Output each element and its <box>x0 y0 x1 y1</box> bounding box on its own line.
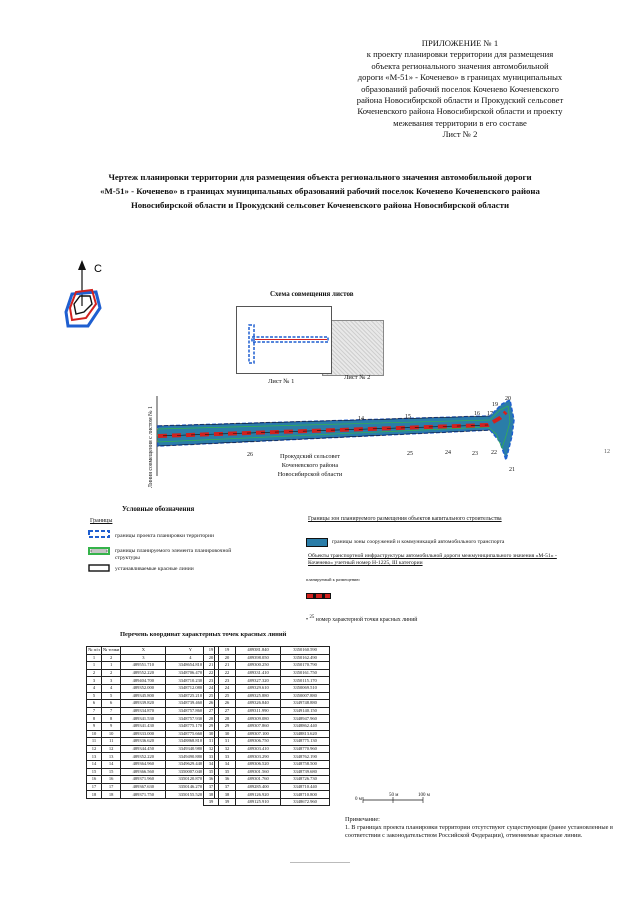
table-cell: 29 <box>204 722 219 730</box>
table-cell: 15 <box>87 768 102 776</box>
table-row <box>87 776 215 784</box>
table-row <box>204 700 330 708</box>
table-cell: 19 <box>219 647 236 655</box>
table-cell: 489333.000 <box>121 730 166 738</box>
table-cell: 10 <box>102 730 121 738</box>
table-cell: 3348706.470 <box>166 669 215 677</box>
point-label: 19 <box>492 402 498 408</box>
sheet-1-frame <box>236 306 332 374</box>
appendix-line: межевания территории в его составе <box>393 117 527 128</box>
legend-item: границы планируемого элемента планировочной структуры <box>115 548 232 561</box>
header-number: 4 <box>166 654 215 662</box>
table-row <box>87 791 215 799</box>
table-row <box>204 669 330 677</box>
table-row <box>204 791 330 799</box>
table-cell: 14 <box>102 760 121 768</box>
table-cell: 23 <box>204 677 219 685</box>
table-cell: 30 <box>219 730 236 738</box>
table-cell: 489398.050 <box>236 654 281 662</box>
table-cell: 3348726.730 <box>281 776 330 784</box>
table-cell: 3348947.960 <box>281 715 330 723</box>
point-label: 22 <box>491 450 497 456</box>
table-header-row <box>87 647 215 655</box>
table-cell: 33 <box>219 753 236 761</box>
table-cell: 489309.080 <box>236 715 281 723</box>
table-cell: 35 <box>219 768 236 776</box>
table-cell: 20 <box>219 654 236 662</box>
table-cell: 12 <box>87 745 102 753</box>
table-row <box>204 647 330 655</box>
table-cell: 3350069.510 <box>281 684 330 692</box>
table-cell: 3350162.490 <box>281 654 330 662</box>
table-row <box>204 738 330 746</box>
sheets-scheme-title: Схема совмещения листов <box>270 290 354 298</box>
table-cell: 489551.710 <box>121 662 166 670</box>
header-number: 1 <box>87 654 102 662</box>
appendix-line: дороги «М-51» - Коченево» в границах муниципальных <box>357 72 563 83</box>
table-cell: 3348725.210 <box>166 692 215 700</box>
table-cell: 19 <box>204 647 219 655</box>
table-row <box>87 753 215 761</box>
table-cell: 15 <box>102 768 121 776</box>
table-cell: 489300.250 <box>236 662 281 670</box>
point-label: 26 <box>247 452 253 458</box>
table-row <box>204 730 330 738</box>
table-cell: 489306.750 <box>236 738 281 746</box>
edge-number: 12 <box>604 449 610 455</box>
table-cell: 38 <box>204 791 219 799</box>
table-cell: 3348868.810 <box>166 738 215 746</box>
table-row <box>204 776 330 784</box>
table-cell: 32 <box>219 745 236 753</box>
table-cell: 489301.760 <box>236 776 281 784</box>
table-cell: 489307.100 <box>236 730 281 738</box>
table-cell: 3350170.790 <box>281 662 330 670</box>
coordinates-title: Перечень координат характерных точек красных линий <box>120 631 287 638</box>
appendix-header <box>300 38 620 141</box>
table-cell: 3348672.960 <box>281 798 330 806</box>
table-row <box>87 677 215 685</box>
table-cell: 489303.290 <box>236 753 281 761</box>
table-cell: 7 <box>102 707 121 715</box>
table-cell: 34 <box>204 760 219 768</box>
table-cell: 30 <box>204 730 219 738</box>
table-cell: 3348757.860 <box>166 707 215 715</box>
table-cell: 489311.990 <box>236 707 281 715</box>
table-cell: 17 <box>87 783 102 791</box>
table-cell: 3350007.040 <box>166 768 215 776</box>
settlement-line: Коченевского района <box>281 462 339 469</box>
planned-road-symbol <box>306 592 332 600</box>
legend-item: устанавливаемые красные линии <box>115 566 194 572</box>
point-note-number: 25 <box>309 615 315 620</box>
table-cell: 8 <box>87 715 102 723</box>
table-row <box>204 753 330 761</box>
table-cell: 5 <box>87 692 102 700</box>
table-cell: 29 <box>219 722 236 730</box>
title-line: Новосибирской области и Прокудский сельсовет Коченевского района Новосибирской области <box>130 200 510 210</box>
point-label: 17 <box>487 411 493 417</box>
table-cell: 3348654.810 <box>166 662 215 670</box>
appendix-line: к проекту планировки территории для размещения <box>366 49 554 60</box>
zones-heading: Границы зон планируемого размещения объектов капитального строительства <box>308 516 502 522</box>
table-cell: 9 <box>102 722 121 730</box>
table-cell: 3 <box>102 677 121 685</box>
table-cell: 489404.700 <box>121 677 166 685</box>
scale-label: 0 м <box>355 797 362 802</box>
table-row <box>204 745 330 753</box>
table-cell: 489307.860 <box>236 722 281 730</box>
sheet-1-label: Лист № 1 <box>268 378 295 385</box>
table-cell: 3350160.590 <box>281 647 330 655</box>
table-cell: 31 <box>204 738 219 746</box>
legend-item: границы проекта планировки территории <box>115 533 214 539</box>
table-cell: 18 <box>102 791 121 799</box>
title-line: «М-51» - Коченево» в границах муниципальных образований рабочий поселок Коченево Коченевского района <box>100 186 540 196</box>
table-cell: 489352.000 <box>121 684 166 692</box>
sheet-1-road-icon <box>237 307 331 373</box>
table-cell: 489371.750 <box>121 791 166 799</box>
table-row <box>204 707 330 715</box>
table-row <box>87 768 215 776</box>
table-cell: 39 <box>219 798 236 806</box>
header-cell: Y <box>166 647 215 655</box>
table-row <box>87 707 215 715</box>
table-row <box>87 700 215 708</box>
table-cell: 35 <box>204 768 219 776</box>
table-cell: 489552.220 <box>121 669 166 677</box>
table-cell: 17 <box>102 783 121 791</box>
drawing-title <box>30 170 610 212</box>
table-row <box>87 738 215 746</box>
table-cell: 2 <box>102 669 121 677</box>
table-cell: 489126.920 <box>236 791 281 799</box>
table-cell: 3348762.190 <box>281 753 330 761</box>
table-cell: 3348775.170 <box>166 722 215 730</box>
table-cell: 5 <box>102 692 121 700</box>
red-line-symbol <box>89 565 109 571</box>
legend-title: Условные обозначения <box>122 505 195 513</box>
table-cell: 26 <box>219 700 236 708</box>
zone-symbol <box>306 538 328 547</box>
header-cell: № точки <box>103 647 120 653</box>
table-cell: 22 <box>219 669 236 677</box>
table-cell: 3 <box>87 677 102 685</box>
table-cell: 31 <box>219 738 236 746</box>
table-cell: 13 <box>87 753 102 761</box>
table-cell: 489285.400 <box>236 783 281 791</box>
table-cell: 3348770.960 <box>281 745 330 753</box>
table-cell: 8 <box>102 715 121 723</box>
table-cell: 3349629.440 <box>166 760 215 768</box>
point-label: 16 <box>474 411 480 417</box>
table-cell: 7 <box>87 707 102 715</box>
table-cell: 27 <box>219 707 236 715</box>
table-row <box>204 662 330 670</box>
table-cell: 3348757.930 <box>166 715 215 723</box>
table-cell: 3349490.880 <box>166 753 215 761</box>
table-cell: 489327.320 <box>236 677 281 685</box>
table-row <box>87 783 215 791</box>
point-number-note: • $^{25}$ номер характерной точки красных линий <box>306 615 418 623</box>
table-row <box>87 760 215 768</box>
table-cell: 4 <box>87 684 102 692</box>
table-cell: 489306.520 <box>236 760 281 768</box>
table-row <box>204 684 330 692</box>
table-cell: 489352.220 <box>121 753 166 761</box>
table-cell: 489344.450 <box>121 745 166 753</box>
table-cell: 489366.560 <box>121 768 166 776</box>
appendix-line: района Новосибирской области и Прокудский сельсовет <box>356 95 564 106</box>
table-cell: 28 <box>204 715 219 723</box>
point-label: 21 <box>509 467 515 473</box>
table-cell: 25 <box>219 692 236 700</box>
point-note-text: номер характерной точки красных линий <box>315 616 418 623</box>
remarks-heading: Примечание: <box>345 816 380 823</box>
project-border-symbol <box>89 531 109 537</box>
settlement-line: Новосибирской области <box>277 471 343 478</box>
table-cell: 3350155.520 <box>166 791 215 799</box>
table-cell: 3348775.660 <box>166 730 215 738</box>
table-row <box>87 684 215 692</box>
remarks-text: 1. В границах проекта планировки территории отсутствуют существующие (ранее установленные в соответствии с законодательством Российской Федерации), отменяемые красные линии. <box>345 824 613 840</box>
table-cell: 3348739.460 <box>166 700 215 708</box>
table-cell: 21 <box>219 662 236 670</box>
table-row <box>87 715 215 723</box>
table-cell: 33 <box>204 753 219 761</box>
table-cell: 10 <box>87 730 102 738</box>
point-label: 15 <box>405 414 411 420</box>
table-cell: 489339.820 <box>121 700 166 708</box>
table-cell: 1 <box>87 662 102 670</box>
table-cell: 489364.960 <box>121 760 166 768</box>
table-cell: 3350120.870 <box>166 776 215 784</box>
scale-label: 100 м <box>418 793 430 798</box>
table-cell: 3348712.080 <box>166 684 215 692</box>
table-cell: 489125.910 <box>236 798 281 806</box>
table-cell: 489326.840 <box>236 700 281 708</box>
header-number: 2 <box>102 654 121 662</box>
point-label: 25 <box>407 451 413 457</box>
north-arrow-icon <box>56 256 116 336</box>
table-cell: 32 <box>204 745 219 753</box>
sheet-number: Лист № 2 <box>442 129 478 140</box>
table-cell: 6 <box>102 700 121 708</box>
table-cell: 23 <box>219 677 236 685</box>
table-cell: 3348813.620 <box>281 730 330 738</box>
table-cell: 3349340.980 <box>166 745 215 753</box>
table-cell: 489334.870 <box>121 707 166 715</box>
table-cell: 26 <box>204 700 219 708</box>
legend-symbols <box>88 528 112 574</box>
table-cell: 37 <box>219 783 236 791</box>
table-cell: 489341.430 <box>121 722 166 730</box>
table-cell: 3348710.440 <box>281 783 330 791</box>
point-label: 20 <box>505 396 511 402</box>
table-cell: 6 <box>87 700 102 708</box>
table-cell: 38 <box>219 791 236 799</box>
table-row <box>87 692 215 700</box>
table-row <box>204 783 330 791</box>
table-cell: 36 <box>219 776 236 784</box>
table-cell: 3349140.150 <box>281 707 330 715</box>
appendix-line: Коченевского района Новосибирской области и проекту <box>357 106 563 117</box>
point-label: 23 <box>472 451 478 457</box>
zone-item: границы зоны сооружений и коммуникаций автомобильного транспорта <box>332 539 505 545</box>
table-cell: 3348862.440 <box>281 722 330 730</box>
table-row <box>87 669 215 677</box>
table-row <box>87 730 215 738</box>
table-cell: 3348710.800 <box>281 791 330 799</box>
table-cell: 489367.630 <box>121 783 166 791</box>
table-cell: 11 <box>102 738 121 746</box>
table-cell: 3350007.880 <box>281 692 330 700</box>
table-cell: 37 <box>204 783 219 791</box>
table-row <box>204 654 330 662</box>
header-cell: X <box>121 647 166 655</box>
table-row <box>204 692 330 700</box>
table-cell: 489371.960 <box>121 776 166 784</box>
planned-label: планируемый к размещению <box>306 577 360 582</box>
footer-line <box>290 862 350 863</box>
table-cell: 22 <box>204 669 219 677</box>
header-number: 3 <box>121 654 166 662</box>
table-header-numbers <box>87 654 215 662</box>
north-letter: С <box>94 263 102 275</box>
table-cell: 489381.840 <box>236 647 281 655</box>
table-row <box>204 760 330 768</box>
remarks <box>345 816 615 841</box>
table-cell: 1 <box>102 662 121 670</box>
table-cell: 34 <box>219 760 236 768</box>
table-cell: 3348710.230 <box>166 677 215 685</box>
table-cell: 14 <box>87 760 102 768</box>
table-cell: 4 <box>102 684 121 692</box>
table-cell: 489331.410 <box>236 669 281 677</box>
table-cell: 489345.800 <box>121 692 166 700</box>
table-cell: 489325.880 <box>236 692 281 700</box>
title-line: Чертеж планировки территории для размещения объекта регионального значения автомобильной дороги <box>108 172 532 182</box>
header-cell: № п/п <box>88 647 100 653</box>
settlement-label <box>250 452 370 479</box>
scale-label: 50 м <box>389 793 399 798</box>
table-row <box>204 798 330 806</box>
table-cell: 18 <box>87 791 102 799</box>
objects-heading: Объекты транспортной инфраструктуры автомобильной дороги межмуниципального значения «М-51» - Коченево» учетный номер Н-1225, III категории <box>308 553 557 566</box>
table-cell: 489301.560 <box>236 768 281 776</box>
settlement-line: Прокудский сельсовет <box>279 453 341 460</box>
table-row <box>204 722 330 730</box>
legend-borders-heading: Границы <box>90 518 113 524</box>
table-cell: 16 <box>102 776 121 784</box>
table-row <box>204 768 330 776</box>
table-cell: 27 <box>204 707 219 715</box>
appendix-line: объекта регионального значения автомобильной <box>371 60 549 71</box>
table-cell: 489341.530 <box>121 715 166 723</box>
table-row <box>204 715 330 723</box>
table-cell: 39 <box>204 798 219 806</box>
table-cell: 2 <box>87 669 102 677</box>
point-label: 14 <box>358 416 364 422</box>
table-cell: 24 <box>219 684 236 692</box>
appendix-line: ПРИЛОЖЕНИЕ № 1 <box>421 38 499 48</box>
table-cell: 25 <box>204 692 219 700</box>
table-row <box>87 722 215 730</box>
table-cell: 12 <box>102 745 121 753</box>
table-cell: 13 <box>102 753 121 761</box>
table-cell: 3350146.270 <box>166 783 215 791</box>
table-cell: 3349748.880 <box>281 700 330 708</box>
table-cell: 28 <box>219 715 236 723</box>
table-cell: 9 <box>87 722 102 730</box>
coordinates-table-left <box>86 646 215 799</box>
table-cell: 489329.610 <box>236 684 281 692</box>
sheet-2-label: Лист № 2 <box>344 374 371 381</box>
table-cell: 489303.410 <box>236 745 281 753</box>
table-cell: 20 <box>204 654 219 662</box>
table-cell: 36 <box>204 776 219 784</box>
table-cell: 24 <box>204 684 219 692</box>
table-cell: 11 <box>87 738 102 746</box>
table-cell: 3348758.500 <box>281 760 330 768</box>
table-row <box>87 662 215 670</box>
coordinates-table-right <box>203 646 330 806</box>
table-cell: 3350161.750 <box>281 669 330 677</box>
table-cell: 489336.620 <box>121 738 166 746</box>
table-row <box>87 745 215 753</box>
appendix-line: образований рабочий поселок Коченево Коченевского <box>361 83 559 94</box>
table-cell: 21 <box>204 662 219 670</box>
table-cell: 3350115.170 <box>281 677 330 685</box>
table-row <box>204 677 330 685</box>
table-cell: 3348775.130 <box>281 738 330 746</box>
planning-element-symbol <box>89 548 109 554</box>
table-cell: 3348739.680 <box>281 768 330 776</box>
sheet-line-text: Линия совмещения с листом № 1 <box>148 406 154 488</box>
table-cell: 16 <box>87 776 102 784</box>
point-label: 24 <box>445 450 451 456</box>
